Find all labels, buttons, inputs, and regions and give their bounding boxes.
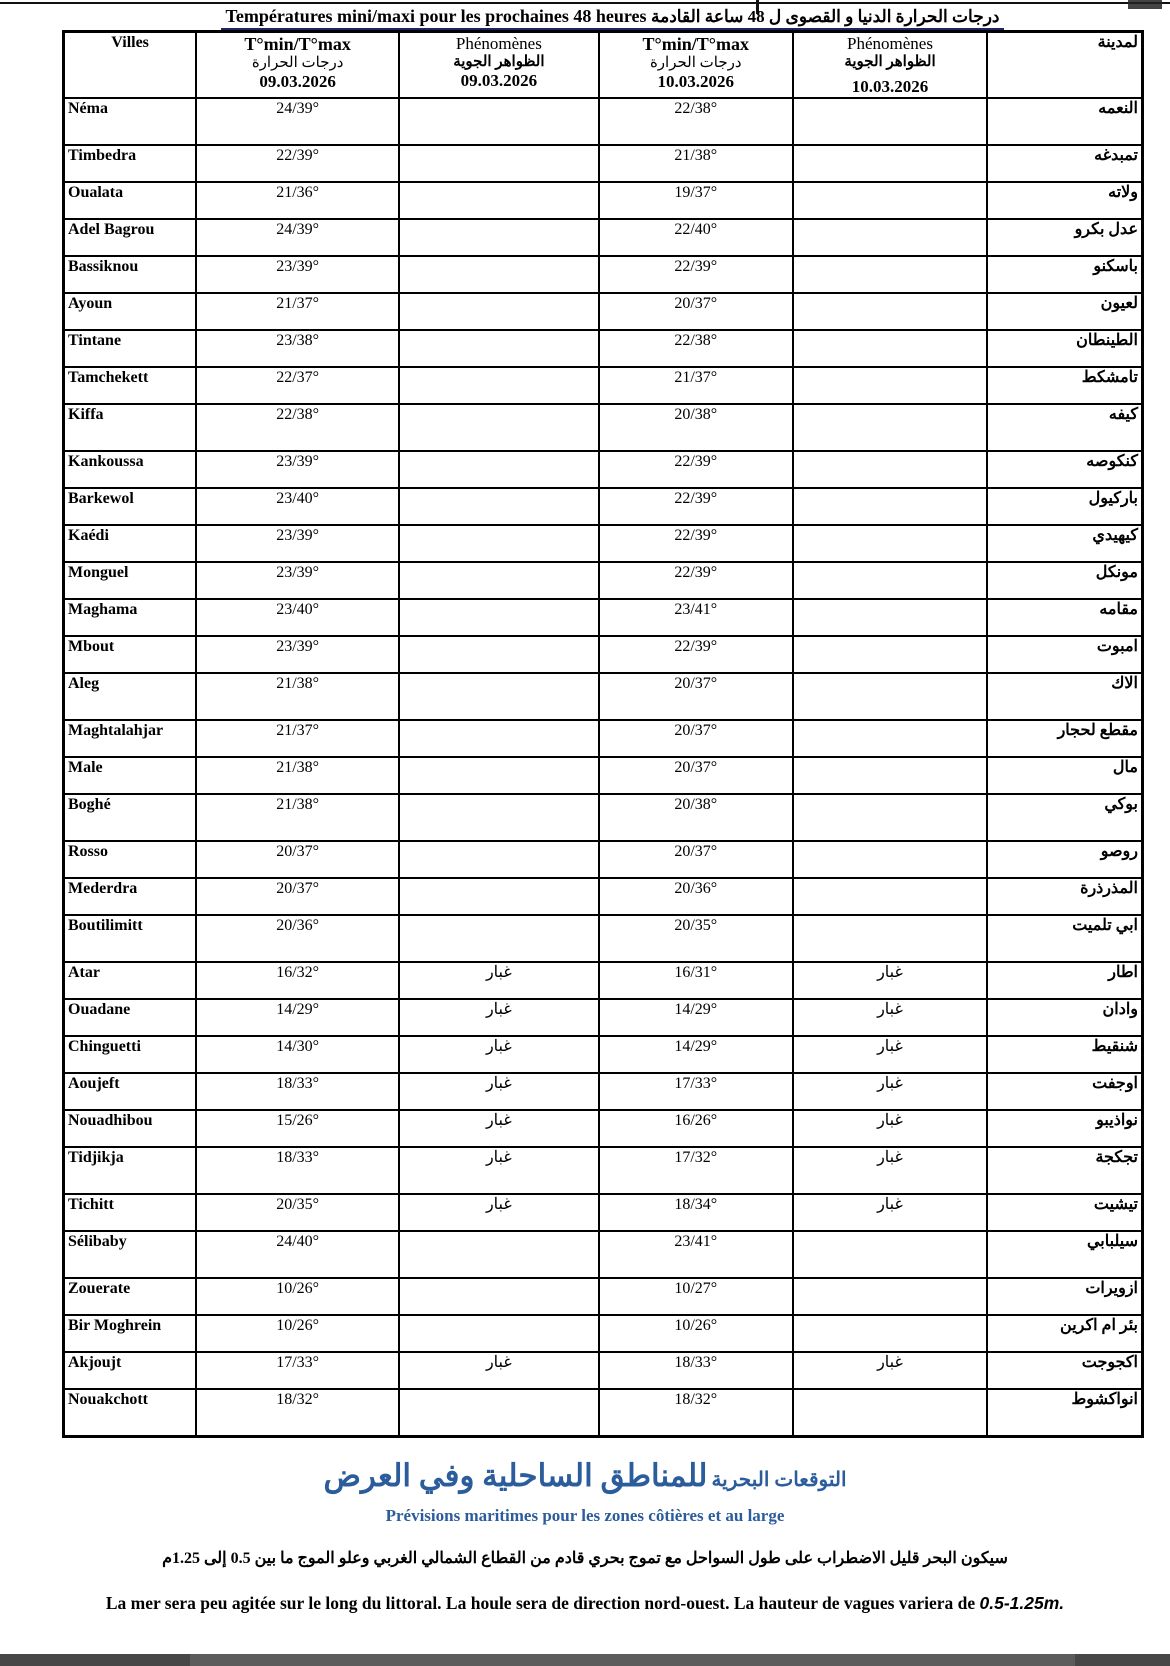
wave-height-value: 0.5-1.25m. (979, 1593, 1065, 1613)
city-name-cell: Nouakchott (64, 1389, 197, 1436)
table-row (64, 1352, 1143, 1389)
table-row (64, 293, 1143, 330)
header-tminmax-label-2: T°min/T°max (642, 34, 749, 54)
city-name-arabic-cell: انواكشوط (987, 1389, 1142, 1436)
header-temp-arabic: درجات الحرارة (251, 54, 344, 71)
phenomena-day1-cell (399, 451, 599, 488)
temp-day2-cell: 17/32° (599, 1147, 793, 1194)
phenomena-day2-cell: غبار (793, 1036, 987, 1073)
phenomena-day2-cell (793, 841, 987, 878)
phenomena-day2-cell (793, 219, 987, 256)
temp-day2-cell: 20/37° (599, 841, 793, 878)
phenomena-day2-cell (793, 915, 987, 962)
table-row (64, 915, 1143, 962)
temp-day2-cell: 19/37° (599, 182, 793, 219)
city-name-arabic-cell: نواذيبو (987, 1110, 1142, 1147)
phenomena-day1-cell: غبار (399, 1147, 599, 1194)
table-row (64, 488, 1143, 525)
table-row (64, 1147, 1143, 1194)
temp-day1-cell: 21/36° (196, 182, 399, 219)
table-row (64, 330, 1143, 367)
header-temp-day2 (599, 32, 793, 99)
temp-day1-cell: 22/39° (196, 145, 399, 182)
temp-day2-cell: 22/39° (599, 256, 793, 293)
city-name-arabic-cell: مقامه (987, 599, 1142, 636)
table-row (64, 878, 1143, 915)
phenomena-day1-cell (399, 219, 599, 256)
city-name-arabic-cell: شنقيط (987, 1036, 1142, 1073)
city-name-cell: Aleg (64, 673, 197, 720)
city-name-arabic-cell: مقطع لحجار (987, 720, 1142, 757)
phenomena-day1-cell (399, 915, 599, 962)
phenomena-day1-cell (399, 293, 599, 330)
city-name-cell: Tintane (64, 330, 197, 367)
city-name-arabic-cell: تيشيت (987, 1194, 1142, 1231)
temp-day2-cell: 18/32° (599, 1389, 793, 1436)
phenomena-day2-cell (793, 182, 987, 219)
phenomena-day2-cell (793, 293, 987, 330)
temp-day1-cell: 24/40° (196, 1231, 399, 1278)
phenomena-day1-cell (399, 1231, 599, 1278)
temp-day1-cell: 24/39° (196, 98, 399, 145)
city-name-cell: Zouerate (64, 1278, 197, 1315)
phenomena-day2-cell (793, 794, 987, 841)
header-phenomenes-label-2: Phénomènes (847, 34, 933, 53)
temp-day1-cell: 21/38° (196, 673, 399, 720)
header-tminmax-label: T°min/T°max (244, 34, 351, 54)
city-name-cell: Tichitt (64, 1194, 197, 1231)
phenomena-day1-cell (399, 488, 599, 525)
phenomena-day2-cell (793, 1231, 987, 1278)
temp-day2-cell: 16/26° (599, 1110, 793, 1147)
table-row (64, 367, 1143, 404)
header-villes: Villes (64, 32, 197, 99)
phenomena-day1-cell: غبار (399, 1352, 599, 1389)
phenomena-day2-cell (793, 256, 987, 293)
phenomena-day1-cell: غبار (399, 1036, 599, 1073)
table-row (64, 562, 1143, 599)
table-row (64, 673, 1143, 720)
temp-day1-cell: 23/40° (196, 488, 399, 525)
city-name-cell: Ouadane (64, 999, 197, 1036)
temp-day2-cell: 22/38° (599, 330, 793, 367)
city-name-cell: Barkewol (64, 488, 197, 525)
temp-day2-cell: 16/31° (599, 962, 793, 999)
temp-day2-cell: 18/33° (599, 1352, 793, 1389)
temp-day2-cell: 20/38° (599, 794, 793, 841)
phenomena-day1-cell: غبار (399, 1073, 599, 1110)
table-row (64, 219, 1143, 256)
temp-day1-cell: 23/39° (196, 256, 399, 293)
city-name-arabic-cell: روصو (987, 841, 1142, 878)
table-row (64, 636, 1143, 673)
temp-day2-cell: 22/40° (599, 219, 793, 256)
temp-day2-cell: 18/34° (599, 1194, 793, 1231)
temp-day1-cell: 21/38° (196, 757, 399, 794)
phenomena-day2-cell (793, 562, 987, 599)
temp-day2-cell: 23/41° (599, 599, 793, 636)
table-row (64, 794, 1143, 841)
city-name-cell: Monguel (64, 562, 197, 599)
temp-day1-cell: 23/39° (196, 451, 399, 488)
phenomena-day2-cell (793, 757, 987, 794)
city-name-cell: Néma (64, 98, 197, 145)
report-title-fr: Températures mini/maxi pour les prochaines 48 heures (225, 6, 647, 26)
city-name-arabic-cell: باركيول (987, 488, 1142, 525)
temp-day1-cell: 20/37° (196, 878, 399, 915)
temp-day1-cell: 14/29° (196, 999, 399, 1036)
phenomena-day1-cell (399, 562, 599, 599)
header-temp-day1 (196, 32, 399, 99)
temp-day1-cell: 22/38° (196, 404, 399, 451)
table-row (64, 145, 1143, 182)
city-name-cell: Kiffa (64, 404, 197, 451)
table-row (64, 599, 1143, 636)
table-row (64, 1036, 1143, 1073)
phenomena-day1-cell (399, 1389, 599, 1436)
city-name-cell: Oualata (64, 182, 197, 219)
temp-day2-cell: 22/39° (599, 562, 793, 599)
report-title (221, 6, 1003, 31)
temp-day1-cell: 23/39° (196, 636, 399, 673)
phenomena-day1-cell: غبار (399, 999, 599, 1036)
phenomena-day2-cell (793, 1389, 987, 1436)
city-name-cell: Kaédi (64, 525, 197, 562)
city-name-arabic-cell: بوكي (987, 794, 1142, 841)
table-body (64, 98, 1143, 1436)
phenomena-day2-cell (793, 488, 987, 525)
city-name-arabic-cell: امبوت (987, 636, 1142, 673)
table-row (64, 841, 1143, 878)
temp-day1-cell: 24/39° (196, 219, 399, 256)
header-phenomenes-label: Phénomènes (455, 34, 542, 53)
phenomena-day2-cell (793, 673, 987, 720)
report-title-row (0, 6, 1170, 31)
temp-day1-cell: 16/32° (196, 962, 399, 999)
phenomena-day1-cell: غبار (399, 1194, 599, 1231)
marine-section-heading-french: Prévisions maritimes pour les zones côtières et au large (385, 1506, 785, 1525)
sea-state-french-body: La mer sera peu agitée sur le long du littoral. La houle sera de direction nord-ouest. La hauteur de vagues variera de (105, 1593, 980, 1613)
phenomena-day1-cell (399, 330, 599, 367)
header-phenomena-day1 (399, 32, 599, 99)
city-name-cell: Akjoujt (64, 1352, 197, 1389)
marine-section-heading-arabic (0, 1458, 1170, 1494)
temp-day2-cell: 21/37° (599, 367, 793, 404)
temp-day1-cell: 14/30° (196, 1036, 399, 1073)
city-name-arabic-cell: كنكوصه (987, 451, 1142, 488)
phenomena-day1-cell (399, 757, 599, 794)
city-name-arabic-cell: اوجفت (987, 1073, 1142, 1110)
table-row (64, 451, 1143, 488)
bottom-scroll-bar[interactable] (0, 1654, 1170, 1666)
header-phenomena-day2 (793, 32, 987, 99)
city-name-arabic-cell: ولاته (987, 182, 1142, 219)
table-row (64, 1073, 1143, 1110)
city-name-arabic-cell: تمبدغه (987, 145, 1142, 182)
phenomena-day1-cell (399, 404, 599, 451)
sea-state-text-arabic: سيكون البحر قليل الاضطراب على طول السواحل مع تموج بحري قادم من القطاع الشمالي الغربي وعلو الموج ما بين 0.5 إلى 1.25م (162, 1550, 1008, 1567)
city-name-cell: Bir Moghrein (64, 1315, 197, 1352)
city-name-arabic-cell: المذرذرة (987, 878, 1142, 915)
city-name-arabic-cell: اكجوجت (987, 1352, 1142, 1389)
phenomena-day2-cell (793, 98, 987, 145)
table-row (64, 1278, 1143, 1315)
temp-day2-cell: 22/39° (599, 451, 793, 488)
table-row (64, 1315, 1143, 1352)
phenomena-day2-cell: غبار (793, 1352, 987, 1389)
marine-heading-arabic-big: للمناطق الساحلية وفي العرض (323, 1458, 708, 1493)
temp-day2-cell: 10/26° (599, 1315, 793, 1352)
phenomena-day2-cell (793, 451, 987, 488)
table-row (64, 1389, 1143, 1436)
phenomena-day2-cell: غبار (793, 1110, 987, 1147)
phenomena-day1-cell (399, 720, 599, 757)
temp-day2-cell: 20/37° (599, 757, 793, 794)
phenomena-day1-cell: غبار (399, 1110, 599, 1147)
city-name-cell: Chinguetti (64, 1036, 197, 1073)
table-row (64, 182, 1143, 219)
phenomena-day2-cell (793, 367, 987, 404)
city-name-arabic-cell: باسكنو (987, 256, 1142, 293)
temp-day1-cell: 17/33° (196, 1352, 399, 1389)
report-title-ar: درجات الحرارة الدنيا و القصوى ل 48 ساعة القادمة (651, 7, 1000, 26)
phenomena-day2-cell (793, 599, 987, 636)
city-name-cell: Aoujeft (64, 1073, 197, 1110)
phenomena-day1-cell (399, 525, 599, 562)
city-name-cell: Mederdra (64, 878, 197, 915)
phenomena-day1-cell: غبار (399, 962, 599, 999)
phenomena-day2-cell (793, 636, 987, 673)
temp-day2-cell: 14/29° (599, 999, 793, 1036)
table-row (64, 1110, 1143, 1147)
phenomena-day2-cell (793, 145, 987, 182)
temp-day1-cell: 18/33° (196, 1147, 399, 1194)
temp-day1-cell: 15/26° (196, 1110, 399, 1147)
phenomena-day1-cell (399, 1315, 599, 1352)
city-name-arabic-cell: مونكل (987, 562, 1142, 599)
city-name-arabic-cell: الطينطان (987, 330, 1142, 367)
table-row (64, 720, 1143, 757)
bottom-scroll-thumb[interactable] (190, 1654, 1075, 1666)
header-date-day2: 10.03.2026 (657, 71, 735, 91)
table-row (64, 757, 1143, 794)
table-row (64, 256, 1143, 293)
city-name-arabic-cell: الاك (987, 673, 1142, 720)
phenomena-day2-cell (793, 878, 987, 915)
temp-day2-cell: 20/36° (599, 878, 793, 915)
city-name-arabic-cell: تامشكط (987, 367, 1142, 404)
table-row (64, 999, 1143, 1036)
temp-day2-cell: 20/37° (599, 673, 793, 720)
city-name-cell: Male (64, 757, 197, 794)
temp-day2-cell: 22/39° (599, 488, 793, 525)
temp-day1-cell: 18/32° (196, 1389, 399, 1436)
phenomena-day2-cell (793, 404, 987, 451)
temp-day2-cell: 23/41° (599, 1231, 793, 1278)
city-name-arabic-cell: عدل بكرو (987, 219, 1142, 256)
temp-day1-cell: 23/39° (196, 525, 399, 562)
temp-day2-cell: 17/33° (599, 1073, 793, 1110)
city-name-arabic-cell: اطار (987, 962, 1142, 999)
temp-day2-cell: 22/38° (599, 98, 793, 145)
page-top-rule (0, 2, 1170, 4)
phenomena-day1-cell (399, 794, 599, 841)
phenomena-day2-cell: غبار (793, 962, 987, 999)
phenomena-day1-cell (399, 1278, 599, 1315)
phenomena-day1-cell (399, 636, 599, 673)
header-temp-arabic-2: درجات الحرارة (649, 54, 742, 71)
temp-day2-cell: 21/38° (599, 145, 793, 182)
phenomena-day1-cell (399, 673, 599, 720)
phenomena-day2-cell (793, 525, 987, 562)
phenomena-day2-cell: غبار (793, 999, 987, 1036)
phenomena-day1-cell (399, 182, 599, 219)
temp-day2-cell: 20/37° (599, 293, 793, 330)
phenomena-day2-cell: غبار (793, 1147, 987, 1194)
phenomena-day2-cell (793, 1315, 987, 1352)
phenomena-day1-cell (399, 98, 599, 145)
city-name-cell: Nouadhibou (64, 1110, 197, 1147)
table-row (64, 98, 1143, 145)
table-row (64, 525, 1143, 562)
city-name-cell: Boghé (64, 794, 197, 841)
city-name-arabic-cell: تجكجة (987, 1147, 1142, 1194)
table-row (64, 1231, 1143, 1278)
city-name-arabic-cell: النعمه (987, 98, 1142, 145)
city-name-arabic-cell: مال (987, 757, 1142, 794)
city-name-arabic-cell: كيهيدي (987, 525, 1142, 562)
city-name-arabic-cell: لعيون (987, 293, 1142, 330)
marine-heading-arabic-small: التوقعات البحرية (711, 1469, 847, 1491)
temp-day1-cell: 21/38° (196, 794, 399, 841)
header-phenomena-arabic-2: الظواهر الجوية (844, 53, 936, 70)
city-name-cell: Boutilimitt (64, 915, 197, 962)
temp-day2-cell: 22/39° (599, 636, 793, 673)
temp-day2-cell: 10/27° (599, 1278, 793, 1315)
header-city-arabic: لمدينة (987, 32, 1142, 99)
header-phen-date-day1: 09.03.2026 (460, 70, 538, 90)
temp-day2-cell: 20/38° (599, 404, 793, 451)
sea-state-text-french (0, 1593, 1170, 1614)
city-name-cell: Timbedra (64, 145, 197, 182)
phenomena-day1-cell (399, 145, 599, 182)
city-name-arabic-cell: كيفه (987, 404, 1142, 451)
city-name-cell: Tidjikja (64, 1147, 197, 1194)
table-row (64, 962, 1143, 999)
city-name-cell: Maghama (64, 599, 197, 636)
header-date-day1: 09.03.2026 (259, 71, 336, 91)
city-name-cell: Rosso (64, 841, 197, 878)
table-header (64, 32, 1143, 99)
city-name-cell: Sélibaby (64, 1231, 197, 1278)
city-name-arabic-cell: ازويرات (987, 1278, 1142, 1315)
phenomena-day1-cell (399, 841, 599, 878)
temp-day1-cell: 20/37° (196, 841, 399, 878)
phenomena-day1-cell (399, 878, 599, 915)
phenomena-day2-cell (793, 1278, 987, 1315)
city-name-cell: Kankoussa (64, 451, 197, 488)
city-name-cell: Ayoun (64, 293, 197, 330)
phenomena-day1-cell (399, 256, 599, 293)
temp-day1-cell: 23/38° (196, 330, 399, 367)
city-name-arabic-cell: بئر ام اكرين (987, 1315, 1142, 1352)
temp-day1-cell: 20/35° (196, 1194, 399, 1231)
temp-day1-cell: 23/39° (196, 562, 399, 599)
temp-day2-cell: 20/35° (599, 915, 793, 962)
phenomena-day1-cell (399, 599, 599, 636)
city-name-cell: Atar (64, 962, 197, 999)
temp-day1-cell: 10/26° (196, 1315, 399, 1352)
header-phen-date-day2: 10.03.2026 (851, 76, 929, 96)
phenomena-day2-cell (793, 330, 987, 367)
temp-day1-cell: 23/40° (196, 599, 399, 636)
temp-day1-cell: 18/33° (196, 1073, 399, 1110)
temp-day1-cell: 20/36° (196, 915, 399, 962)
header-phenomena-arabic: الظواهر الجوية (453, 53, 545, 70)
city-name-cell: Tamchekett (64, 367, 197, 404)
temp-day2-cell: 14/29° (599, 1036, 793, 1073)
temp-day1-cell: 22/37° (196, 367, 399, 404)
temp-day2-cell: 22/39° (599, 525, 793, 562)
temperature-forecast-table (62, 30, 1144, 1438)
temp-day1-cell: 10/26° (196, 1278, 399, 1315)
temp-day2-cell: 20/37° (599, 720, 793, 757)
city-name-arabic-cell: ابي تلميت (987, 915, 1142, 962)
phenomena-day2-cell (793, 720, 987, 757)
city-name-cell: Adel Bagrou (64, 219, 197, 256)
table-row (64, 404, 1143, 451)
city-name-cell: Maghtalahjar (64, 720, 197, 757)
city-name-cell: Bassiknou (64, 256, 197, 293)
city-name-arabic-cell: وادان (987, 999, 1142, 1036)
phenomena-day2-cell: غبار (793, 1073, 987, 1110)
temp-day1-cell: 21/37° (196, 720, 399, 757)
city-name-arabic-cell: سيلبابي (987, 1231, 1142, 1278)
phenomena-day1-cell (399, 367, 599, 404)
phenomena-day2-cell: غبار (793, 1194, 987, 1231)
temp-day1-cell: 21/37° (196, 293, 399, 330)
city-name-cell: Mbout (64, 636, 197, 673)
table-row (64, 1194, 1143, 1231)
